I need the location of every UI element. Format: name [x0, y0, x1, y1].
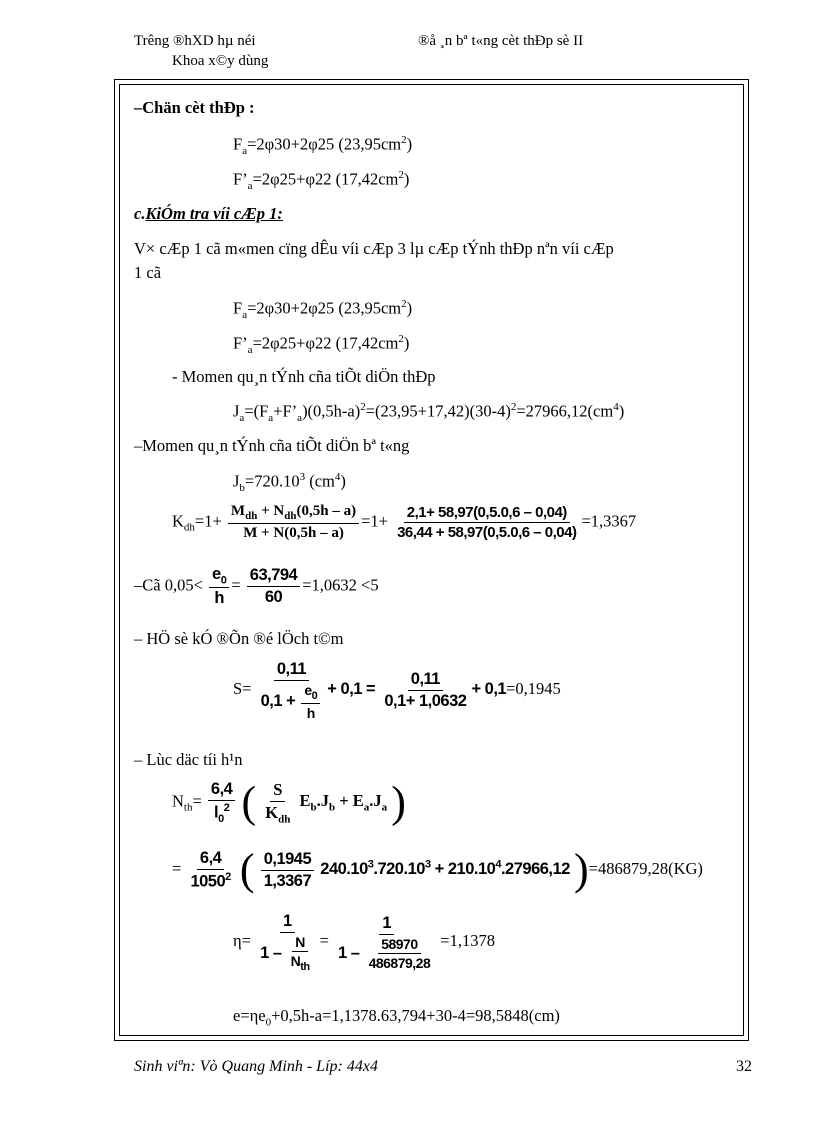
- critical-force-label: – Lùc däc tíi h¹n: [134, 750, 243, 769]
- concrete-inertia-label: –Momen qu¸n tÝnh cña tiÕt diÖn bª t«ng: [134, 436, 410, 455]
- eta-formula: η= 1 1 – $\frac{N}{N_{th}}$ = 1 1 – $\frac{58970}{486879,28}$ =1,1378: [233, 912, 495, 973]
- header-faculty: Khoa x©y dùng: [172, 53, 269, 69]
- e0-h-numeric-fraction: $\frac{63,794}{60}$: [247, 566, 300, 607]
- s-formula: S= 0,11 0,1 + $\frac{e_0}{h}$ + 0,1 = $\frac{0,11}{0,1+ 1,0632}$ + 0,1=0,1945: [233, 660, 561, 721]
- fpa-line-2: $F’_a=2\varphi 25+\varphi 22$ $(17,42cm^2)$: [233, 333, 410, 356]
- paragraph-line-2: 1 cã: [134, 263, 162, 282]
- jb-formula: $J_b=720.10^3$ $(cm^4)$: [233, 471, 346, 494]
- header-project-title: ®å ¸n bª t«ng cèt thÐp sè II: [418, 33, 584, 49]
- e-formula: $e=\eta e_0+0,5h-a=1,1378.63,794+30-4=98,5848(cm)$: [233, 1006, 560, 1029]
- choose-steel-heading: –Chän cèt thÐp :: [134, 98, 255, 117]
- eccentricity-check: –Cã 0,05< $\frac{e_0}{h}$ = $\frac{63,794}{60}$ =1,0632 <5: [134, 565, 379, 608]
- kdh-fraction-numeric: $\frac{2,1+ 58,97(0,5.0,6 - 0,04)}{36,44 + 58,97(0,5.0,6 - 0,04)}$: [397, 504, 577, 541]
- section-c-heading: c.KiÓm tra víi cÆp 1:: [134, 204, 283, 223]
- header-school: Trêng ®hXD hµ néi: [134, 33, 256, 49]
- s-fraction-symbolic: 0,11 0,1 + $\frac{e_0}{h}$: [258, 660, 326, 721]
- e0-h-fraction: $\frac{e_0}{h}$: [209, 565, 229, 608]
- kdh-fraction-symbolic: $\frac{M_{dh} + N_{dh}(0,5h - a)}{M + N(0,5h - a)}$: [228, 503, 359, 542]
- page-number: 32: [736, 1058, 752, 1075]
- nth-formula-symbolic: $N_{th}=$ $\frac{6,4}{l_0^2}$ ( $\frac{S}{K_{dh}}$ $E_b.J_b + E_a.J_a$ ): [172, 777, 406, 827]
- fa-line-2: $F_a=2\varphi 30+2\varphi 25$ $(23,95cm^2)$: [233, 298, 413, 321]
- ja-formula: $J_a=(F_a+F’_a)(0,5h-a)^2=(23,95+17,42)(30-4)^2=27966,12(cm^4)$: [233, 401, 625, 424]
- page-frame-inner: [119, 84, 744, 1036]
- paragraph-line-1: V× cÆp 1 cã m«men cïng dÊu víi cÆp 3 lµ cÆp tÝnh thÐp nªn víi cÆp: [134, 239, 614, 258]
- footer-student: Sinh viªn: Vò Quang Minh - Líp: 44x4: [134, 1058, 378, 1075]
- fpa-line-1: $F’_a=2\varphi 25+\varphi 22$ $(17,42cm^2)$: [233, 169, 410, 192]
- kdh-formula: $K_{dh}=1+$ $\frac{M_{dh} + N_{dh}(0,5h - a)}{M + N(0,5h - a)}$ =1+ $\frac{2,1+ 58,97(0,5.0,6 - 0,04)}{36,44 + 58,97(0,5.0,6 - 0,04)}$ =1,3367: [172, 503, 637, 541]
- fa-line-1: $F_a=2\varphi 30+2\varphi 25$ $(23,95cm^2)$: [233, 134, 413, 157]
- nth-formula-numeric: = $\frac{6,4}{1050^2}$ ( $\frac{0,1945}{1,3367}$ $240.10^3.720.10^3 + 210.10^4.27966,12$ )=486879,28(KG): [172, 845, 703, 894]
- steel-inertia-label: - Momen qu¸n tÝnh cña tiÕt diÖn thÐp: [172, 367, 436, 386]
- s-fraction-numeric: $\frac{0,11}{0,1+ 1,0632}$: [384, 669, 467, 710]
- eccentricity-coef-label: – HÖ sè kÓ ®Õn ®é lÖch t©m: [134, 629, 344, 648]
